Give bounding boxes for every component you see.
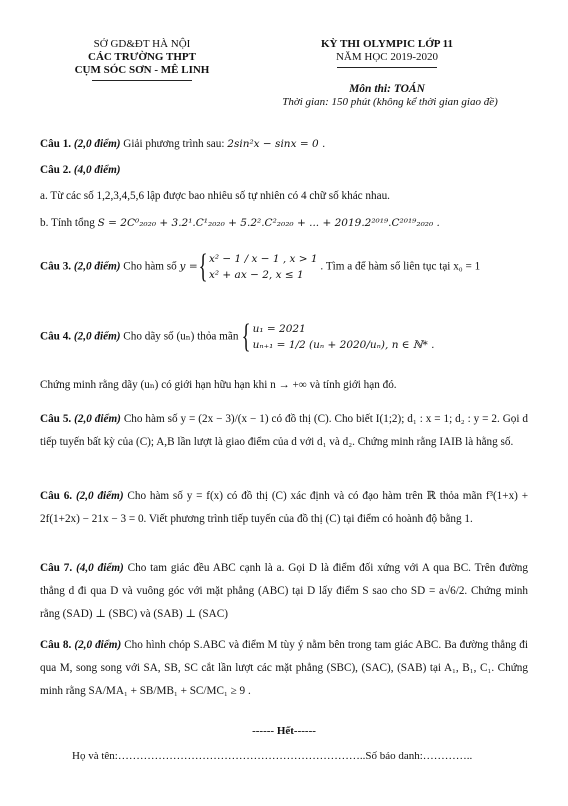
question-4-line2: Chứng minh rằng dãy (uₙ) có giới hạn hữu hạn khi n → +∞ và tính giới hạn đó. — [40, 379, 397, 391]
exam-subject: Môn thi: TOÁN — [349, 83, 425, 95]
q2b-formula: S = 2C⁰₂₀₂₀ + 3.2¹.C¹₂₀₂₀ + 5.2².C²₂₀₂₀ + ... + 2019.2²⁰¹⁹.C²⁰¹⁹₂₀₂₀ . — [97, 217, 440, 229]
q3-brace: { — [198, 248, 208, 285]
header-left-rule — [92, 80, 192, 81]
question-3: Câu 3. (2,0 điểm) Cho hàm số y ={ x² − 1 / x − 1 , x > 1 x² + ax − 2, x ≤ 1 . Tìm a để hàm số liên tục tại x₀ = 1 — [40, 248, 481, 285]
question-1: Câu 1. (2,0 điểm) Giải phương trình sau: 2sin²x − sinx = 0 . — [40, 138, 326, 150]
question-5: Câu 5. (2,0 điểm) Cho hàm số y = (2x − 3)/(x − 1) có đồ thị (C). Cho biết I(1;2); d₁ : x = 1; d₂ : y = 2. Gọi d tiếp tuyến bất kỳ của (C); A,B lần lượt là giao điểm của d với d₁ và d₂. Chứng minh rằng IAIB là hằng số. — [40, 413, 528, 448]
candidate-info-line: Họ và tên:…………………………………………………………..Số báo danh:………….. — [72, 750, 473, 762]
header-right-rule — [337, 67, 437, 68]
header-right — [282, 38, 492, 68]
q1-formula: 2sin²x − sinx = 0 . — [227, 138, 326, 150]
q4-cases: u₁ = 2021 uₙ₊₁ = 1/2 (uₙ + 2020/uₙ), n ∈ ℕ* . — [252, 323, 435, 351]
cluster-name: CỤM SÓC SƠN - MÊ LINH — [74, 64, 210, 76]
question-2a: a. Từ các số 1,2,3,4,5,6 lập được bao nhiêu số tự nhiên có 4 chữ số khác nhau. — [40, 190, 390, 202]
question-6: Câu 6. (2,0 điểm) Cho hàm số y = f(x) có đồ thị (C) xác định và có đạo hàm trên ℝ thỏa mãn f³(1+x) + 2f(1+2x) − 21x − 3 = 0. Viết phương trình tiếp tuyến của đồ thị (C) tại điểm có hoành độ bằng 1. — [40, 490, 529, 525]
schools-name: CÁC TRƯỜNG THPT — [88, 51, 196, 63]
question-2-heading: Câu 2. (4,0 điểm) — [40, 164, 121, 176]
school-year: NĂM HỌC 2019-2020 — [335, 51, 439, 63]
question-8: Câu 8. (2,0 điểm) Cho hình chóp S.ABC và điểm M tùy ý nằm bên trong tam giác ABC. Ba đường thẳng đi qua M, song song với SA, SB, SC cắt lần lượt các mặt phẳng (SBC), (SAC), (SAB) tại A₁, B₁, C₁. Chứng minh rằng SA/MA₁ + SB/MB₁ + SC/MC₁ ≥ 9 . — [40, 639, 529, 697]
question-2b: b. Tính tổng S = 2C⁰₂₀₂₀ + 3.2¹.C¹₂₀₂₀ + 5.2².C²₂₀₂₀ + ... + 2019.2²⁰¹⁹.C²⁰¹⁹₂₀₂₀ . — [40, 217, 440, 229]
department-name: SỞ GD&ĐT HÀ NỘI — [93, 38, 191, 50]
question-7: Câu 7. (4,0 điểm) Cho tam giác đều ABC cạnh là a. Gọi D là điểm đối xứng với A qua BC. Trên đường thẳng d đi qua D và vuông góc với mặt phẳng (ABC) tại D lấy điểm S sao cho SD = a√6/2. Chứng minh rằng (SAD) ⊥ (SBC) và (SAB) ⊥ (SAC) — [40, 562, 528, 620]
q3-cases: x² − 1 / x − 1 , x > 1 x² + ax − 2, x ≤ 1 — [208, 253, 318, 281]
header-left — [54, 38, 230, 81]
exam-end-marker: ------ Hết------ — [252, 725, 316, 737]
q4-brace: { — [241, 318, 251, 355]
exam-title: KỲ THI OLYMPIC LỚP 11 — [320, 38, 454, 50]
question-4: Câu 4. (2,0 điểm) Cho dãy số (uₙ) thỏa mãn { u₁ = 2021 uₙ₊₁ = 1/2 (uₙ + 2020/uₙ), n ∈ ℕ* . — [40, 318, 435, 355]
exam-time: Thời gian: 150 phút (không kể thời gian giao đề) — [282, 96, 498, 108]
